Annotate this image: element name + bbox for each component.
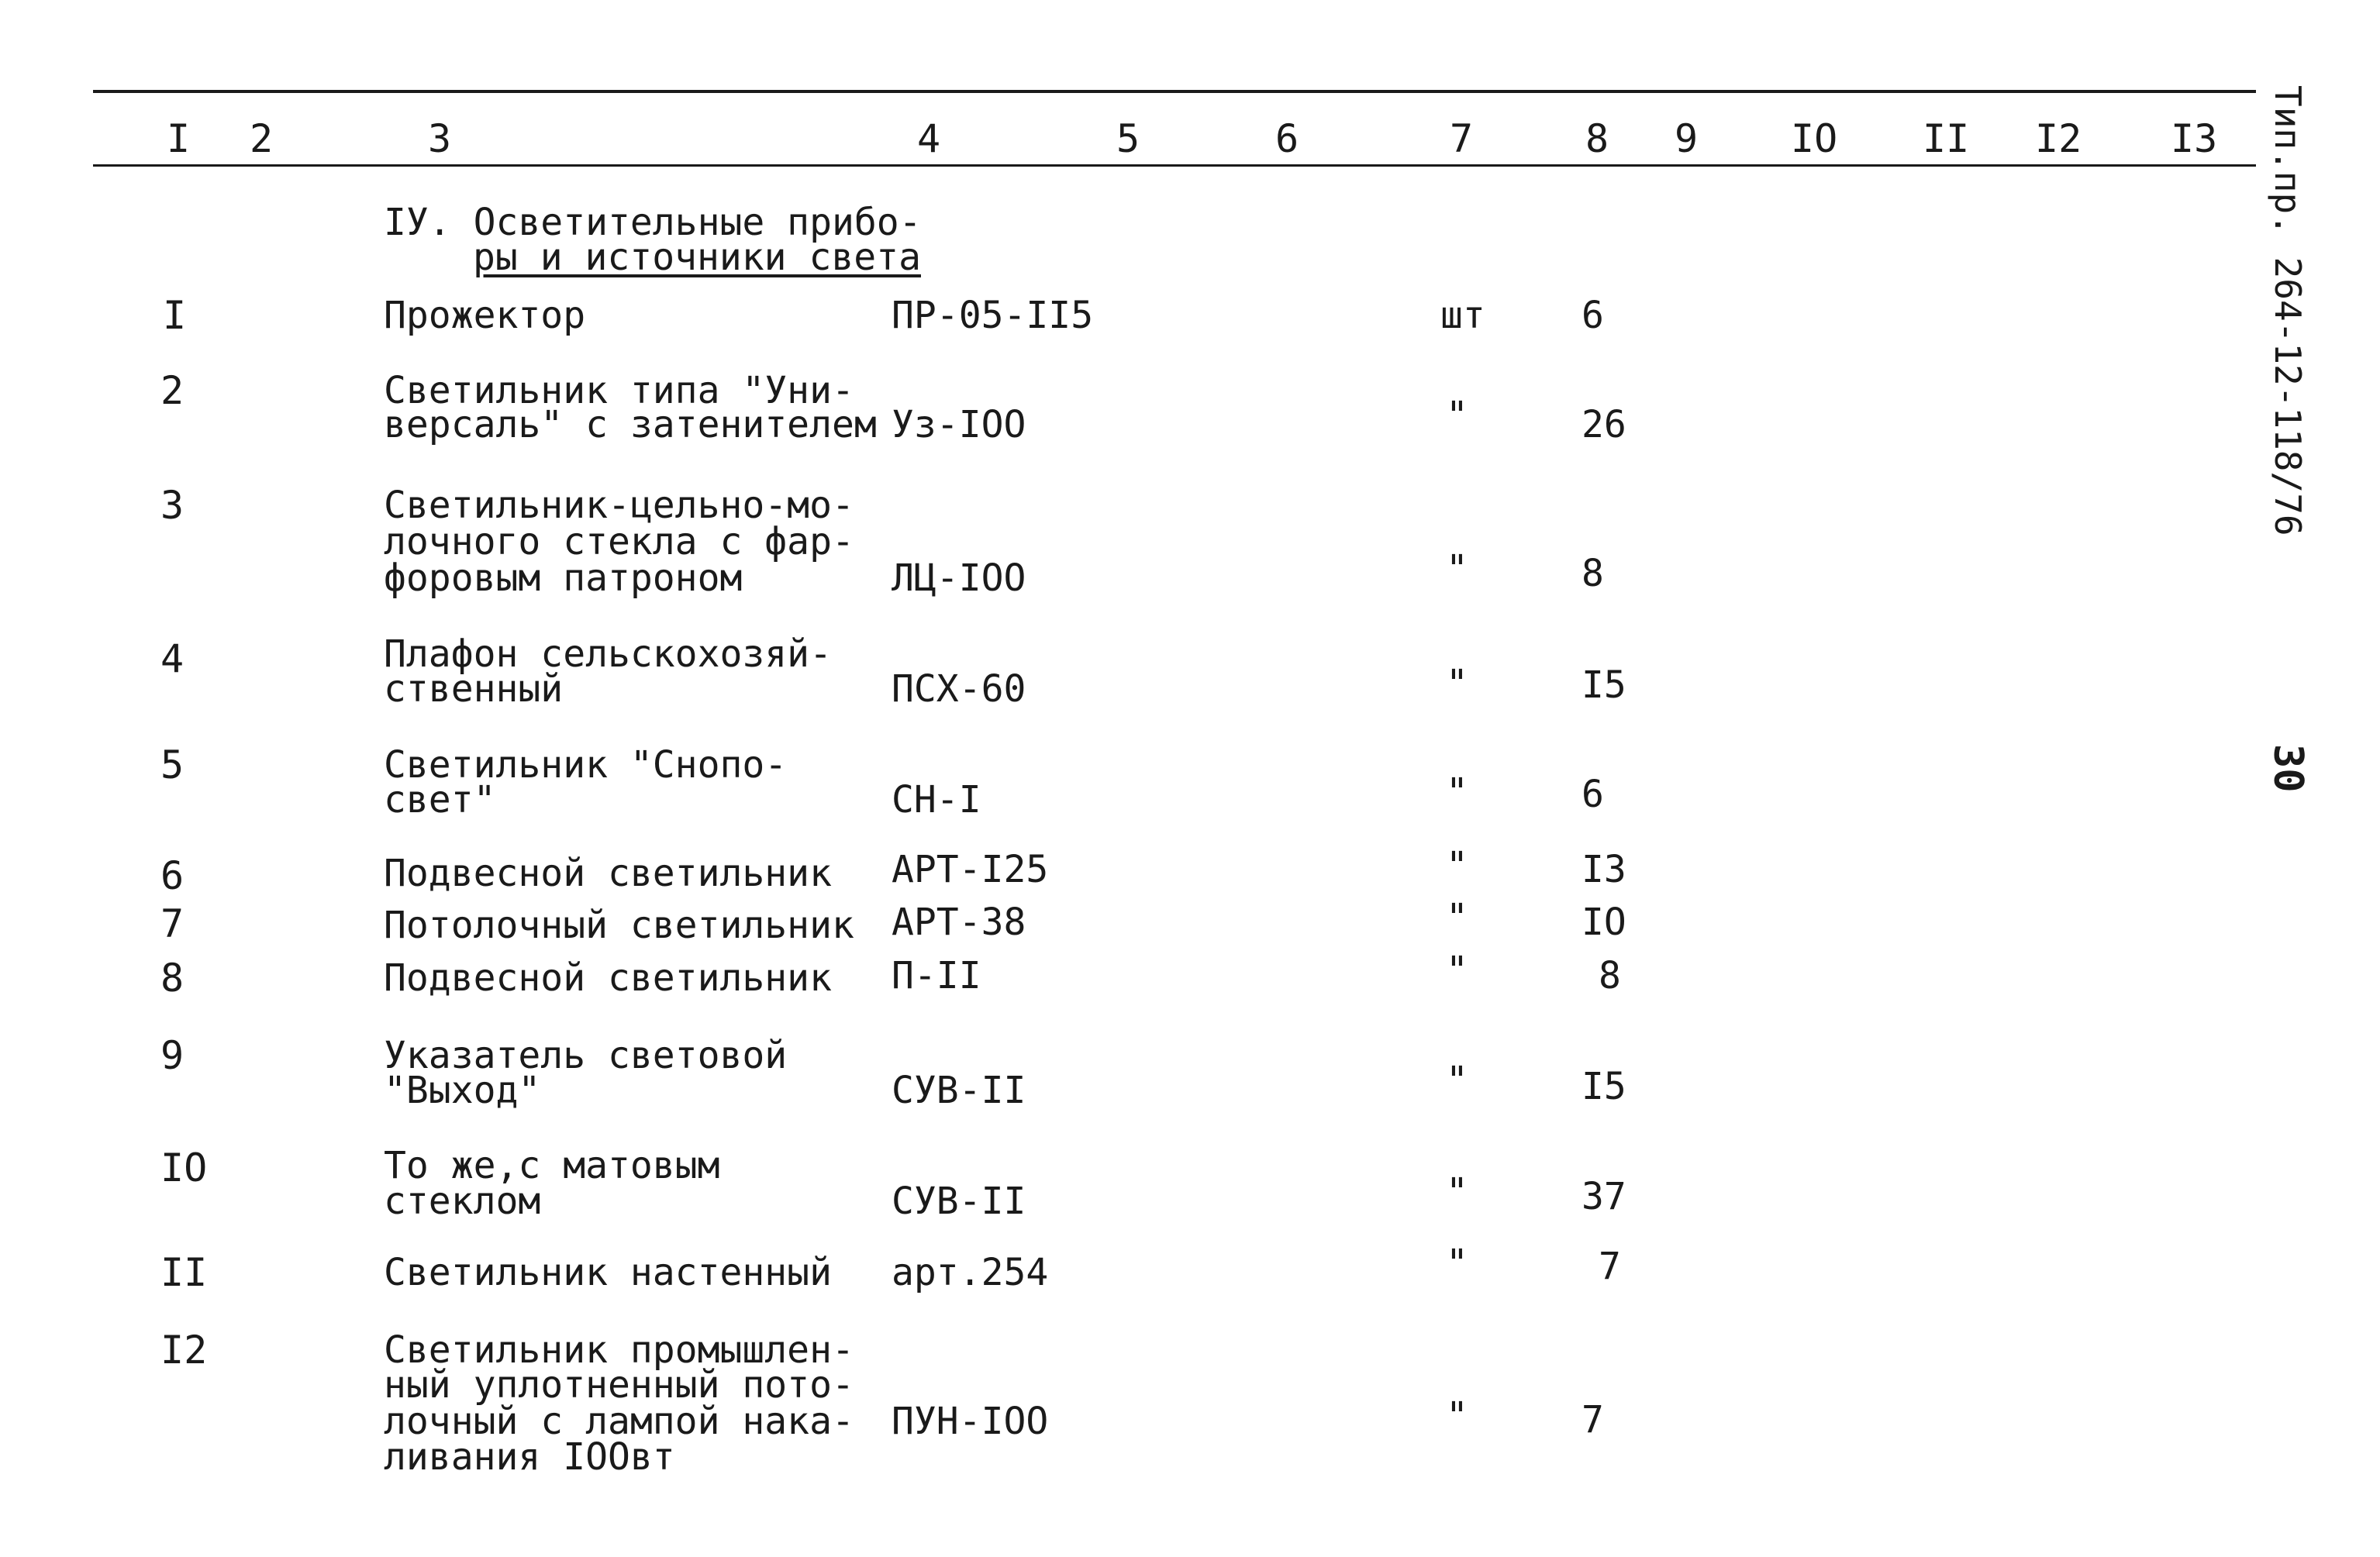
item-name: Подвесной светильник bbox=[384, 956, 832, 1000]
item-name: Указатель световой bbox=[384, 1034, 788, 1077]
row-number: 8 bbox=[160, 956, 185, 1001]
item-quantity: I3 bbox=[1581, 848, 1626, 891]
item-unit: " bbox=[1446, 1394, 1468, 1438]
document-code: Тип.пр. 264-12-118/76 bbox=[2267, 85, 2309, 536]
item-name: Светильник-цельно-мо- bbox=[384, 484, 854, 527]
item-unit: " bbox=[1446, 1059, 1468, 1102]
item-quantity: I5 bbox=[1581, 663, 1626, 707]
item-code: СН-I bbox=[892, 778, 981, 822]
item-name: Подвесной светильник bbox=[384, 852, 832, 895]
item-quantity: 7 bbox=[1599, 1245, 1621, 1288]
row-number: 7 bbox=[160, 901, 185, 946]
item-name: Прожектор bbox=[384, 294, 586, 337]
item-unit: " bbox=[1446, 949, 1468, 992]
page-number: 30 bbox=[2264, 744, 2311, 793]
col-header-5: 5 bbox=[1116, 116, 1140, 161]
item-unit: " bbox=[1446, 547, 1468, 591]
item-name: Светильник промышлен- bbox=[384, 1328, 854, 1372]
item-name: лочный с лампой нака- bbox=[384, 1400, 854, 1443]
item-code: ПСХ-60 bbox=[892, 667, 1026, 711]
item-name: ливания IOOвт bbox=[384, 1435, 675, 1479]
item-name: стеклом bbox=[384, 1180, 541, 1223]
col-header-9: 9 bbox=[1675, 116, 1699, 161]
item-unit: " bbox=[1446, 1170, 1468, 1214]
row-number: II bbox=[160, 1250, 208, 1295]
col-header-13: I3 bbox=[2171, 116, 2218, 161]
item-unit: " bbox=[1446, 394, 1468, 437]
item-unit: шт bbox=[1440, 294, 1485, 337]
item-code: ПР-05-II5 bbox=[892, 294, 1094, 337]
row-number: 3 bbox=[160, 483, 185, 528]
item-code: Уз-IOO bbox=[892, 403, 1026, 446]
item-quantity: I5 bbox=[1581, 1065, 1626, 1108]
top-rule bbox=[93, 90, 2256, 93]
col-header-6: 6 bbox=[1275, 116, 1299, 161]
item-quantity: 37 bbox=[1581, 1175, 1626, 1218]
item-code: АРТ-I25 bbox=[892, 848, 1049, 891]
row-number: 9 bbox=[160, 1033, 185, 1078]
item-name: версаль" с затенителем bbox=[384, 403, 877, 446]
item-name: Светильник "Снопо- bbox=[384, 743, 788, 787]
item-quantity: 6 bbox=[1581, 773, 1604, 816]
item-unit: " bbox=[1446, 844, 1468, 887]
col-header-7: 7 bbox=[1450, 116, 1474, 161]
item-name: Потолочный светильник bbox=[384, 904, 854, 947]
item-code: П-II bbox=[892, 954, 981, 997]
item-quantity: 8 bbox=[1581, 552, 1604, 595]
col-header-3: 3 bbox=[428, 116, 452, 161]
row-number: 6 bbox=[160, 853, 185, 898]
col-header-12: I2 bbox=[2035, 116, 2082, 161]
col-header-11: II bbox=[1923, 116, 1970, 161]
item-name: свет" bbox=[384, 778, 496, 822]
item-name: форовым патроном bbox=[384, 556, 743, 600]
item-unit: " bbox=[1446, 1242, 1468, 1285]
row-number: 4 bbox=[160, 636, 185, 681]
item-name: Светильник типа "Уни- bbox=[384, 369, 854, 412]
item-quantity: 6 bbox=[1581, 294, 1604, 337]
col-header-1: I bbox=[167, 116, 191, 161]
item-name: Светильник настенный bbox=[384, 1251, 832, 1294]
item-code: СУВ-II bbox=[892, 1069, 1026, 1112]
item-unit: " bbox=[1446, 662, 1468, 705]
col-header-8: 8 bbox=[1585, 116, 1609, 161]
row-number: 5 bbox=[160, 742, 185, 787]
item-quantity: 8 bbox=[1599, 954, 1621, 997]
row-number: 2 bbox=[160, 368, 185, 413]
item-name: ственный bbox=[384, 667, 564, 711]
item-code: СУВ-II bbox=[892, 1180, 1026, 1223]
item-code: арт.254 bbox=[892, 1251, 1049, 1294]
item-name: лочного стекла с фар- bbox=[384, 520, 854, 563]
header-rule bbox=[93, 164, 2256, 167]
row-number: I bbox=[163, 293, 187, 338]
item-code: АРТ-38 bbox=[892, 901, 1026, 944]
col-header-4: 4 bbox=[917, 116, 941, 161]
section-title-line2: ры и источники света bbox=[473, 236, 921, 279]
item-quantity: IO bbox=[1581, 901, 1626, 944]
item-unit: " bbox=[1446, 770, 1468, 814]
item-quantity: 26 bbox=[1581, 403, 1626, 446]
item-name: ный уплотненный пото- bbox=[384, 1363, 854, 1407]
row-number: IO bbox=[160, 1145, 208, 1190]
item-name: "Выход" bbox=[384, 1069, 541, 1112]
col-header-10: IO bbox=[1791, 116, 1838, 161]
col-header-2: 2 bbox=[250, 116, 274, 161]
item-unit: " bbox=[1446, 896, 1468, 939]
item-code: ЛЦ-IOO bbox=[892, 556, 1026, 600]
item-quantity: 7 bbox=[1581, 1398, 1604, 1442]
row-number: I2 bbox=[160, 1328, 208, 1373]
item-name: То же,с матовым bbox=[384, 1144, 720, 1187]
item-name: Плафон сельскохозяй- bbox=[384, 632, 832, 676]
item-code: ПУН-IOO bbox=[892, 1400, 1049, 1443]
section-title-line1: IУ. Осветительные прибо- bbox=[384, 201, 922, 244]
